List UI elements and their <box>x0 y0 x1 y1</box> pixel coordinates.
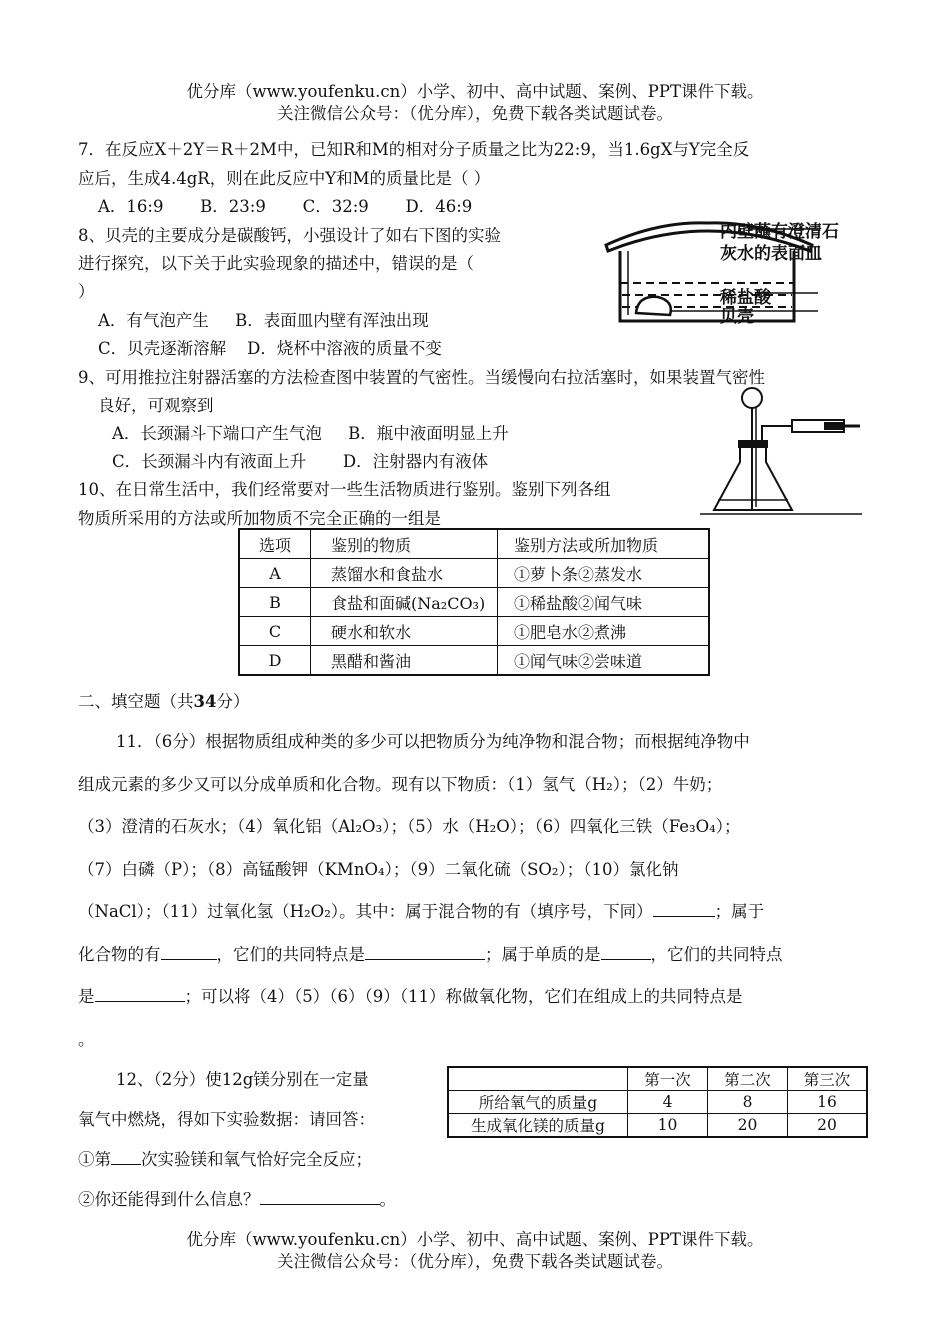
table-cell: 蒸馏水和食盐水 <box>311 559 498 588</box>
table-cell: 生成氧化镁的质量g <box>448 1114 628 1138</box>
q9-options-ab: A．长颈漏斗下端口产生气泡 B．瓶中液面明显上升 <box>112 424 509 443</box>
fig-label-watch-glass-1: 内壁蘸有澄清石 <box>720 222 839 242</box>
q10-line-1: 10、在日常生活中，我们经常要对一些生活物质进行鉴别。鉴别下列各组 <box>78 480 611 499</box>
answer-blank-info[interactable] <box>260 1188 380 1205</box>
q11-line-3: （3）澄清的石灰水；（4）氧化铝（Al₂O₃）；（5）水（H₂O）；（6）四氧化三铁（Fe₃O₄）； <box>78 817 741 836</box>
q11-line-7 <box>78 983 743 1007</box>
q11-line-5-text: （NaCl）；（11）过氧化氢（H₂O₂）。其中：属于混合物的有（填序号，下同） <box>78 902 653 921</box>
table-cell: 硬水和软水 <box>311 617 498 646</box>
table-cell: 20 <box>788 1114 868 1138</box>
table-cell: 黑醋和酱油 <box>311 646 498 676</box>
q8-line-1: 8、贝壳的主要成分是碳酸钙，小强设计了如右下图的实验 <box>78 226 501 245</box>
table-cell: 8 <box>708 1091 788 1114</box>
q12-line-3-text: ①第 <box>78 1150 111 1169</box>
fig-label-watch-glass-2: 灰水的表面皿 <box>720 244 822 264</box>
q11-line-4: （7）白磷（P）；（8）高锰酸钾（KMnO₄）；（9）二氧化硫（SO₂）；（10）氯化钠 <box>78 860 679 879</box>
table-header-row <box>448 1067 867 1091</box>
q11-line-5 <box>78 898 764 922</box>
magnesium-data-table <box>447 1066 868 1138</box>
table-cell: C <box>239 617 311 646</box>
fig-label-shell: 贝壳 <box>720 307 754 327</box>
footer-line-2: 关注微信公众号：（优分库），免费下载各类试题试卷。 <box>277 1252 673 1271</box>
table-cell: A <box>239 559 311 588</box>
flask-syringe-diagram <box>700 382 866 518</box>
table-cell: 食盐和面碱(Na₂CO₃) <box>311 588 498 617</box>
section-2-score: 34 <box>193 692 217 711</box>
table-header-cell: 鉴别的物质 <box>311 529 498 559</box>
q11-line-6-text: 化合物的有 <box>78 945 161 964</box>
q12-line-4-text-2: 。 <box>379 1190 396 1209</box>
q7-line-1: 7．在反应X＋2Y＝R＋2M中，已知R和M的相对分子质量之比为22:9，当1.6gX与Y完全反 <box>78 140 750 159</box>
q11-line-6-text-3: ；属于单质的是 <box>485 945 601 964</box>
table-row <box>448 1091 867 1114</box>
answer-blank-element-feature[interactable] <box>95 985 185 1002</box>
identification-table <box>238 528 710 676</box>
q7-options: A．16:9 B．23:9 C．32:9 D．46:9 <box>98 197 473 216</box>
table-header-cell: 第三次 <box>788 1067 868 1091</box>
answer-blank-compounds[interactable] <box>161 943 217 960</box>
q11-line-6-text-2: ，它们的共同特点是 <box>216 945 365 964</box>
q12-line-4-text: ②你还能得到什么信息？ <box>78 1190 260 1209</box>
table-cell: B <box>239 588 311 617</box>
table-header-cell: 第二次 <box>708 1067 788 1091</box>
fig-label-acid: 稀盐酸 <box>720 288 771 308</box>
q12-line-3-text-2: 次实验镁和氧气恰好完全反应； <box>141 1150 372 1169</box>
section-2-heading-post: 分） <box>216 692 250 711</box>
q7-line-2: 应后，生成4.4gR，则在此反应中Y和M的质量比是（ ） <box>78 169 491 188</box>
table-row <box>448 1114 867 1138</box>
q11-line-2: 组成元素的多少又可以分成单质和化合物。现有以下物质：（1）氢气（H₂）；（2）牛奶； <box>78 775 723 794</box>
table-cell: 所给氧气的质量g <box>448 1091 628 1114</box>
q9-line-2: 良好，可观察到 <box>98 396 214 415</box>
table-cell: ①闻气味②尝味道 <box>498 646 710 676</box>
q8-options-ab: A．有气泡产生 B．表面皿内壁有浑浊出现 <box>98 311 429 330</box>
q11-line-5-text-end: ；属于 <box>714 902 765 921</box>
q8-options-cd: C．贝壳逐渐溶解 D．烧杯中溶液的质量不变 <box>98 339 442 358</box>
q8-line-2: 进行探究，以下关于此实验现象的描述中，错误的是（ <box>78 254 474 273</box>
table-cell: ①肥皂水②煮沸 <box>498 617 710 646</box>
q11-line-7-text-2: ；可以将（4）（5）（6）（9）（11）称做氧化物，它们在组成上的共同特点是 <box>184 987 743 1006</box>
answer-blank-elements[interactable] <box>601 943 651 960</box>
table-cell: D <box>239 646 311 676</box>
q12-line-3 <box>78 1146 372 1170</box>
table-header-cell: 选项 <box>239 529 311 559</box>
table-cell: ①萝卜条②蒸发水 <box>498 559 710 588</box>
table-header-cell <box>448 1067 628 1091</box>
q10-line-2: 物质所采用的方法或所加物质不完全正确的一组是 <box>78 509 441 528</box>
table-cell: ①稀盐酸②闻气味 <box>498 588 710 617</box>
q12-line-4 <box>78 1186 396 1210</box>
section-2-heading-pre: 二、填空题（共 <box>78 692 194 711</box>
table-row <box>239 588 709 617</box>
q12-line-1: 12、（2分）使12g镁分别在一定量 <box>116 1070 369 1089</box>
table-cell: 16 <box>788 1091 868 1114</box>
answer-blank-mixtures[interactable] <box>653 900 715 917</box>
table-header-cell: 鉴别方法或所加物质 <box>498 529 710 559</box>
q11-line-6 <box>78 941 783 965</box>
section-2-heading <box>78 688 249 712</box>
q12-line-2: 氧气中燃烧，得如下实验数据：请回答： <box>78 1110 375 1129</box>
table-row <box>239 559 709 588</box>
table-header-cell: 第一次 <box>628 1067 708 1091</box>
table-cell: 10 <box>628 1114 708 1138</box>
table-cell: 20 <box>708 1114 788 1138</box>
table-row <box>239 617 709 646</box>
q11-line-8: 。 <box>78 1030 95 1049</box>
q11-line-6-text-4: ，它们的共同特点 <box>650 945 783 964</box>
table-cell: 4 <box>628 1091 708 1114</box>
q9-line-1: 9、可用推拉注射器活塞的方法检查图中装置的气密性。当缓慢向右拉活塞时，如果装置气密性 <box>78 368 765 387</box>
q11-line-1: 11．（6分）根据物质组成种类的多少可以把物质分为纯净物和混合物；而根据纯净物中 <box>116 732 750 751</box>
table-row <box>239 646 709 676</box>
q9-options-cd: C．长颈漏斗内有液面上升 D．注射器内有液体 <box>112 452 489 471</box>
q11-line-7-text: 是 <box>78 987 95 1006</box>
q8-line-3: ） <box>78 282 95 301</box>
table-header-row <box>239 529 709 559</box>
footer-line-1: 优分库（www.youfenku.cn）小学、初中、高中试题、案例、PPT课件下载。 <box>186 1230 764 1249</box>
answer-blank-compound-feature[interactable] <box>365 943 485 960</box>
header-line-2: 关注微信公众号：（优分库），免费下载各类试题试卷。 <box>277 104 673 123</box>
answer-blank-trial[interactable] <box>111 1148 141 1165</box>
header-line-1: 优分库（www.youfenku.cn）小学、初中、高中试题、案例、PPT课件下载。 <box>186 82 764 101</box>
